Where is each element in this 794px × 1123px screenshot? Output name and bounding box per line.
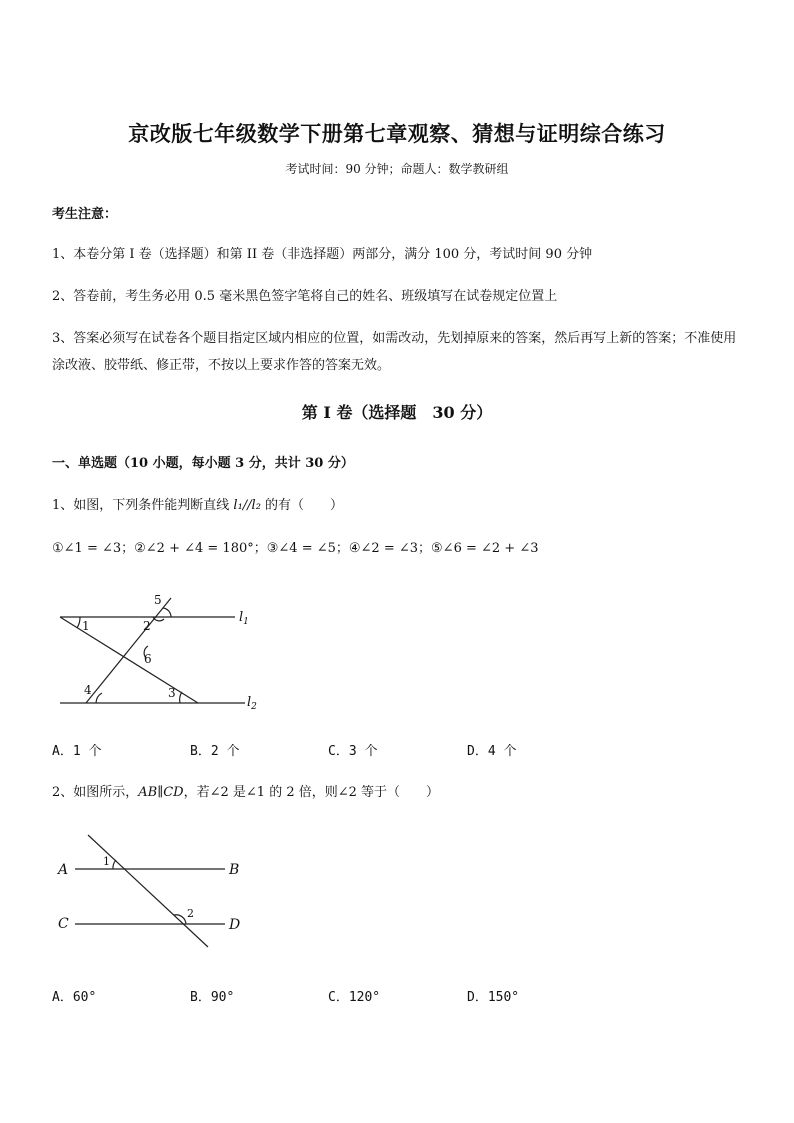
question-1-conditions: ①∠1 = ∠3；②∠2 + ∠4 = 180°；③∠4 = ∠5；④∠2 = ∠3；⑤∠6 = ∠2 + ∠3 — [52, 541, 539, 556]
angle-1-arc — [77, 617, 80, 628]
transversal-1 — [60, 617, 198, 703]
angle-label-1: 1 — [103, 855, 110, 868]
question-2-stem-math: AB∥CD — [138, 785, 184, 800]
question-1-option-b[interactable]: B．2 个 — [190, 744, 240, 759]
point-label-c: C — [58, 916, 69, 932]
question-1-figure — [50, 588, 280, 718]
point-label-d: D — [229, 917, 241, 933]
question-2-stem-suffix: ，若∠2 是∠1 的 2 倍，则∠2 等于（ ） — [183, 785, 440, 800]
angle-5-arc — [163, 608, 171, 617]
question-2-stem-prefix: 2、如图所示， — [52, 785, 139, 800]
angle-label-5: 5 — [154, 593, 162, 607]
question-1-option-d[interactable]: D．4 个 — [467, 744, 517, 759]
notice-item-1: 1、本卷分第 I 卷（选择题）和第 II 卷（非选择题）两部分，满分 100 分，考试时间 90 分钟 — [52, 247, 593, 262]
line-label-l2: $l_2$ — [247, 695, 257, 712]
angle-label-1: 1 — [82, 619, 90, 633]
angle-label-2: 2 — [187, 907, 194, 920]
transversal — [88, 835, 208, 947]
question-1-option-a[interactable]: A．1 个 — [52, 744, 102, 759]
line-label-l1: $l_1$ — [239, 610, 249, 627]
angle-1-arc — [113, 860, 116, 869]
question-1-stem — [52, 494, 343, 513]
notice-item-2: 2、答卷前，考生务必用 0.5 毫米黑色签字笔将自己的姓名、班级填写在试卷规定位置上 — [52, 289, 558, 304]
notice-item-3: 3、答案必须写在试卷各个题目指定区域内相应的位置，如需改动，先划掉原来的答案，然后再写上新的答案；不准使用涂改液、胶带纸、修正带，不按以上要求作答的答案无效。 — [52, 331, 737, 373]
point-label-a: A — [58, 862, 69, 878]
angle-label-4: 4 — [84, 683, 92, 697]
part-title: 一、单选题（10 小题，每小题 3 分，共计 30 分） — [52, 456, 354, 471]
question-2-option-d[interactable]: D．150° — [467, 990, 520, 1005]
question-2-stem — [52, 781, 439, 800]
angle-4-arc — [96, 693, 102, 703]
question-2-figure — [50, 825, 260, 950]
question-1-stem-math: l₁//l₂ — [233, 498, 261, 513]
exam-info: 考试时间：90 分钟；命题人：数学教研组 — [285, 162, 509, 176]
question-2-option-a[interactable]: A．60° — [52, 990, 97, 1005]
question-1-stem-suffix: 的有（ ） — [260, 498, 344, 513]
angle-label-6: 6 — [144, 652, 152, 666]
question-1-stem-prefix: 1、如图，下列条件能判断直线 — [52, 498, 234, 513]
question-1-option-c[interactable]: C．3 个 — [328, 744, 378, 759]
transversal-2 — [86, 598, 171, 703]
question-2-option-c[interactable]: C．120° — [328, 990, 381, 1005]
point-label-b: B — [229, 862, 240, 878]
notice-heading: 考生注意： — [52, 207, 118, 222]
angle-3-arc — [180, 692, 182, 703]
angle-label-2: 2 — [143, 619, 151, 633]
page-title: 京改版七年级数学下册第七章观察、猜想与证明综合练习 — [128, 121, 666, 146]
question-2-option-b[interactable]: B．90° — [190, 990, 235, 1005]
section-title: 第 I 卷（选择题 30 分） — [301, 403, 493, 422]
angle-label-3: 3 — [168, 686, 176, 700]
